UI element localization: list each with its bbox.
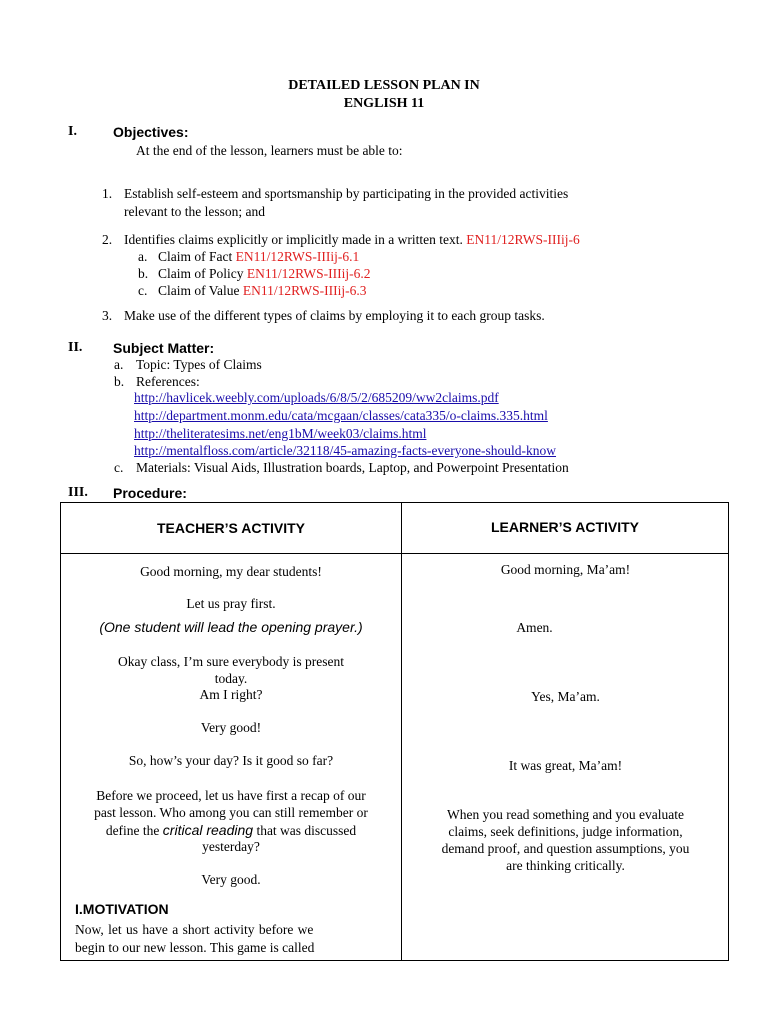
recap-3c: that was discussed xyxy=(253,823,357,838)
reference-3 xyxy=(134,426,426,442)
procedure-numeral: III. xyxy=(68,485,88,500)
learner-answer-line-4: are thinking critically. xyxy=(506,858,625,873)
reference-2 xyxy=(134,408,548,424)
reference-1 xyxy=(134,390,499,406)
teacher-header: TEACHER’S ACTIVITY xyxy=(156,520,306,536)
subject-heading: Subject Matter: xyxy=(113,340,215,356)
objective-2-code: EN11/12RWS-IIIij-6 xyxy=(466,232,580,247)
objective-2a-text: Claim of Fact xyxy=(158,249,233,264)
learner-answer-line-2: claims, seek definitions, judge information, xyxy=(448,824,683,839)
learner-header-cell xyxy=(402,503,729,554)
references-letter: b. xyxy=(114,374,125,389)
objective-2a-letter: a. xyxy=(138,249,148,264)
objective-1-line-1: Establish self-esteem and sportsmanship by participating in the provided activities xyxy=(124,186,569,201)
objective-1-num: 1. xyxy=(102,186,113,201)
title-line-1: DETAILED LESSON PLAN IN xyxy=(288,78,480,93)
objective-3-text: Make use of the different types of claims by employing it to each group tasks. xyxy=(124,308,545,323)
objective-2c-letter: c. xyxy=(138,283,148,298)
objectives-intro: At the end of the lesson, learners must be able to: xyxy=(136,143,403,158)
teacher-recap-line-3 xyxy=(61,822,401,839)
teacher-activity-cell xyxy=(61,554,402,961)
objective-2-num: 2. xyxy=(102,232,113,247)
objective-2 xyxy=(124,232,580,248)
objective-2-text: Identifies claims explicitly or implicitly made in a written text. xyxy=(124,232,463,247)
objective-2a-code: EN11/12RWS-IIIij-6.1 xyxy=(235,249,360,264)
teacher-present-line-1: Okay class, I’m sure everybody is present xyxy=(117,654,345,669)
motivation-line-2: begin to our new lesson. This game is called xyxy=(75,940,315,955)
teacher-recap-line-1: Before we proceed, let us have first a recap of our xyxy=(96,788,366,803)
reference-link-1[interactable]: http://havlicek.weebly.com/uploads/6/8/5/2/685209/ww2claims.pdf xyxy=(134,390,499,405)
objective-2c-code: EN11/12RWS-IIIij-6.3 xyxy=(242,283,367,298)
objective-2b-code: EN11/12RWS-IIIij-6.2 xyxy=(246,266,371,281)
teacher-pray: Let us pray first. xyxy=(186,596,276,611)
materials-letter: c. xyxy=(114,460,124,475)
recap-3a: define the xyxy=(105,823,163,838)
teacher-present-line-2: today. xyxy=(214,671,248,686)
teacher-very-good-2: Very good. xyxy=(201,872,261,887)
reference-link-4[interactable]: http://mentalfloss.com/article/32118/45-amazing-facts-everyone-should-know xyxy=(134,443,557,458)
teacher-header-cell xyxy=(61,503,402,554)
subject-numeral: II. xyxy=(68,340,83,355)
objective-2a xyxy=(158,249,359,265)
materials-text: Materials: Visual Aids, Illustration boards, Laptop, and Powerpoint Presentation xyxy=(136,460,569,475)
teacher-day: So, how’s your day? Is it good so far? xyxy=(128,753,334,768)
learner-activity-cell xyxy=(402,554,729,961)
motivation-line-1: Now, let us have a short activity before we xyxy=(75,922,314,937)
objective-3-num: 3. xyxy=(102,308,113,323)
learner-answer-line-1: When you read something and you evaluate xyxy=(447,807,684,822)
topic-letter: a. xyxy=(114,357,124,372)
learner-greeting: Good morning, Ma’am! xyxy=(500,562,631,577)
objective-1-line-2: relevant to the lesson; and xyxy=(124,204,265,219)
procedure-table xyxy=(60,502,729,961)
objective-2c-text: Claim of Value xyxy=(158,283,240,298)
objective-2b-letter: b. xyxy=(138,266,149,281)
teacher-recap-line-2: past lesson. Who among you can still remember or xyxy=(94,805,368,820)
topic-text: Topic: Types of Claims xyxy=(136,357,262,372)
learner-header: LEARNER’S ACTIVITY xyxy=(490,519,640,535)
reference-link-2[interactable]: http://department.monm.edu/cata/mcgaan/classes/cata335/o-claims.335.html xyxy=(134,408,548,423)
objectives-heading: Objectives: xyxy=(113,124,189,140)
procedure-heading: Procedure: xyxy=(113,485,187,501)
title-line-2: ENGLISH 11 xyxy=(343,96,425,111)
learner-great: It was great, Ma’am! xyxy=(508,758,623,773)
teacher-greeting: Good morning, my dear students! xyxy=(140,564,322,579)
teacher-recap-line-4: yesterday? xyxy=(202,839,260,854)
objectives-numeral: I. xyxy=(68,124,77,139)
reference-4 xyxy=(134,443,556,459)
objective-2b xyxy=(158,266,370,282)
learner-yes: Yes, Ma’am. xyxy=(531,689,600,704)
references-label: References: xyxy=(136,374,200,389)
motivation-heading: I.MOTIVATION xyxy=(75,901,169,917)
objective-2c xyxy=(158,283,366,299)
learner-amen: Amen. xyxy=(516,620,553,635)
critical-reading: critical reading xyxy=(162,822,254,838)
learner-answer-line-3: demand proof, and question assumptions, you xyxy=(441,841,690,856)
objective-2b-text: Claim of Policy xyxy=(158,266,244,281)
prayer-note: (One student will lead the opening prayer.) xyxy=(99,619,363,635)
reference-link-3[interactable]: http://theliteratesims.net/eng1bM/week03/claims.html xyxy=(134,426,427,441)
teacher-right: Am I right? xyxy=(199,687,263,702)
teacher-very-good: Very good! xyxy=(200,720,262,735)
